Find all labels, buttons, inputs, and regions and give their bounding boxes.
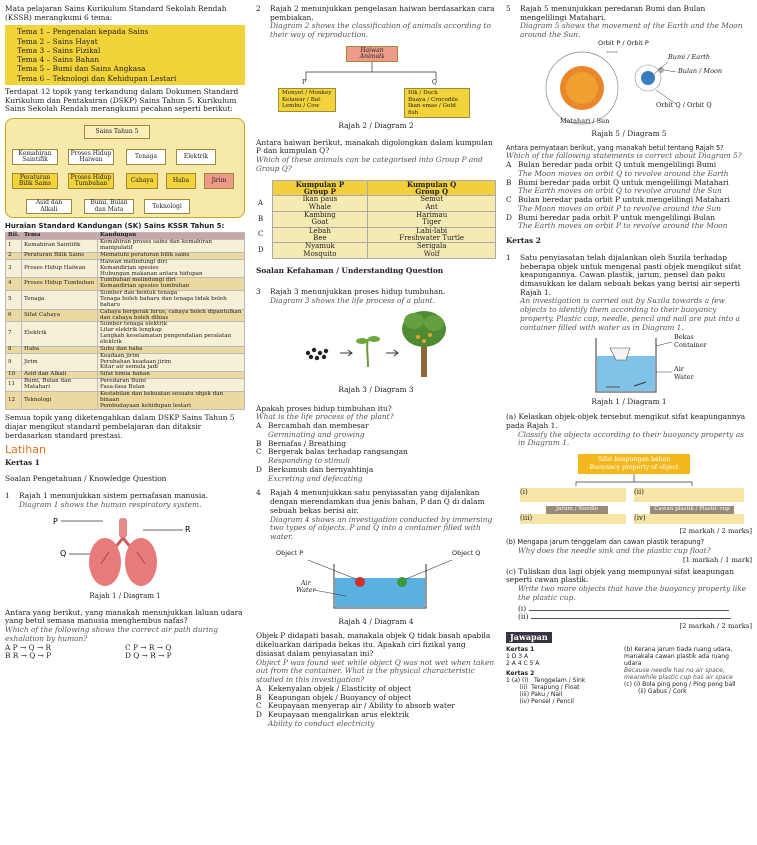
- option-letter: C: [256, 701, 262, 711]
- moon-label: Bulan / Moon: [678, 66, 723, 75]
- option-letter: C: [256, 227, 272, 243]
- option-text: Bulan beredar pada orbit P untuk mengelilingi Matahari: [518, 195, 730, 205]
- box-item: Haba: [166, 173, 196, 189]
- answer-left: [506, 647, 624, 705]
- sk-row: [6, 291, 245, 310]
- option-letter: D: [256, 710, 262, 720]
- column-2: [256, 5, 496, 729]
- marks-label: [1 markah / 1 mark]: [682, 555, 752, 564]
- sk-cell: 8: [6, 346, 22, 353]
- group-row[interactable]: [256, 211, 496, 227]
- soalan-heading: Soalan Pengetahuan / Knowledge Question: [5, 474, 167, 484]
- option-letter: D: [256, 464, 262, 474]
- option-letter: D: [506, 212, 512, 222]
- question-5: [506, 5, 752, 40]
- option-text: Bulan beredar pada orbit Q untuk mengelilingi Bumi: [518, 160, 717, 170]
- answer-options: [506, 161, 752, 231]
- buoyancy-header: Sifat keapungan bahan Buoyancy property of object: [578, 454, 690, 474]
- answer-lines: [506, 605, 752, 622]
- diagram-title: Sains Tahun 5: [84, 125, 150, 139]
- answer-row: 1 D 3 A: [506, 653, 529, 661]
- blank-label: (ii): [634, 488, 644, 497]
- paper2-question-1: [506, 254, 752, 333]
- question-text: Rajah 1 menunjukkan sistem pernafasan manusia.: [19, 491, 208, 501]
- question-number: 1: [506, 252, 511, 262]
- option-text-en: Ability to conduct electricity: [268, 718, 375, 728]
- answer-line-ii[interactable]: [518, 613, 752, 622]
- container-label: Bekas Container: [674, 333, 707, 349]
- option-text: Kekenyalan objek / Elasticity of object: [268, 683, 412, 693]
- box-item: Asid dan Alkali: [26, 199, 72, 214]
- column-3: [506, 5, 752, 706]
- figure-caption: Rajah 5 / Diagram 5: [591, 128, 667, 138]
- question-text: Rajah 4 menunjukkan satu penyiasatan yang dijalankan dengan merendamkan dua jenis bahan, P dan Q di dalam sebuah bekas berisi air.: [270, 488, 485, 515]
- question-text: Antara haiwan berikut, manakah digolongkan dalam kumpulan P dan kumpulan Q?: [256, 137, 493, 156]
- group-row[interactable]: [256, 196, 496, 212]
- sk-cell: 7: [6, 322, 22, 346]
- option[interactable]: [506, 196, 752, 213]
- option-text: Keapungan objek / Buoyancy of object: [268, 692, 412, 702]
- answer-row: Because needle has no air space, meanwhile plastic cup has air space: [624, 667, 733, 682]
- line-label: (ii): [518, 612, 529, 622]
- sk-cell: Bumi, Bulan dan Matahari: [21, 379, 97, 392]
- option-text: Bergerak balas terhadap rangsangan: [268, 447, 408, 457]
- question-text: (a) Kelaskan objek-objek tersebut mengikut sifat keapungannya pada Rajah 1.: [506, 412, 746, 430]
- answer-row: (ii) Gabus / Cork: [638, 687, 687, 695]
- answer-blank-ii[interactable]: [634, 488, 744, 502]
- question-text-en: Diagram 5 shows the movement of the Earth and the Moon around the Sun.: [520, 21, 743, 40]
- option[interactable]: D Q → R → P: [125, 651, 172, 661]
- answer-body: [506, 647, 752, 705]
- option-letter: C: [256, 447, 262, 457]
- group-cell: Harimau Tiger: [368, 211, 496, 227]
- sun-label: Matahari / Sun: [560, 116, 610, 125]
- option-letter: B: [256, 438, 262, 448]
- sk-heading: Huraian Standard Kandungan (SK) Sains KSSR Tahun 5:: [5, 222, 225, 231]
- needle-box: Jarum / Needle: [546, 506, 608, 514]
- orbit-p-label: Orbit P / Orbit P: [598, 38, 649, 47]
- option-text: Keupayaan mengalirkan arus elektrik: [268, 710, 409, 720]
- option[interactable]: [256, 466, 496, 483]
- sains-diagram: [5, 118, 245, 218]
- answer-right: [624, 647, 746, 705]
- answer-section: [506, 632, 752, 706]
- plastic-cup-box: Cawan plastik / Plastic cup: [650, 506, 734, 514]
- earth-label: Bumi / Earth: [668, 52, 711, 61]
- box-item: Elektrik: [176, 149, 216, 165]
- option-text-en: Excreting and defecating: [268, 473, 363, 483]
- sk-cell: 1: [6, 240, 22, 253]
- tema-item: Tema 5 – Bumi dan Sains Angkasa: [17, 64, 146, 74]
- sk-cell: 11: [6, 379, 22, 392]
- answer-blank-i[interactable]: [520, 488, 626, 502]
- group-header: Kumpulan P Group P: [272, 180, 368, 196]
- question-text-en: Which of the following statements is correct about Diagram 5?: [506, 151, 742, 161]
- box-item: Proses Hidup Tumbuhan: [68, 173, 114, 189]
- question-text-en: Which of these animals can be categorised into Group P and Group Q?: [256, 155, 483, 173]
- sk-col: Tema: [21, 233, 97, 240]
- sk-row: [6, 278, 245, 291]
- option-letter: B: [506, 177, 512, 187]
- option[interactable]: B R → Q → P: [5, 651, 52, 661]
- option-text: Berkumuh dan bernyahtinja: [268, 464, 374, 474]
- option-text: Bumi beredar pada orbit Q untuk mengelilingi Matahari: [518, 177, 729, 187]
- option-text-en: The Earth moves on orbit P to revolve around the Moon: [518, 221, 728, 231]
- question-text-en: Classify the objects according to their buoyancy property as in Diagram 1.: [518, 429, 744, 448]
- question-text-en: An investigation is carried out by Suzila towards a few objects to identify them according to their buoyancy property. Plastic cup, needle, pencil and nail are put into a container filled with water as in Diagram 1.: [520, 296, 740, 332]
- option-letter: C: [506, 195, 512, 205]
- answer-options: [256, 685, 496, 729]
- box-item: Proses Hidup Haiwan: [68, 149, 114, 165]
- option[interactable]: [256, 711, 496, 728]
- label-r: R: [185, 524, 191, 534]
- box-item: Kemahiran Saintifik: [12, 149, 58, 165]
- question-text-en: What is the life process of the plant?: [256, 412, 394, 422]
- question-text-en: Diagram 1 shows the human respiratory system.: [19, 499, 202, 509]
- question-text-en: Which of the following shows the correct air path during exhalation by human?: [5, 625, 219, 643]
- answer-row: (c) (i) Bola ping pong / Ping pong ball: [624, 680, 736, 688]
- answer-label: Kertas 1: [506, 646, 535, 654]
- question-2: [256, 5, 496, 40]
- column-1: [5, 5, 245, 661]
- soalan-heading: Soalan Kefahaman / Understanding Question: [256, 266, 444, 276]
- figure-caption: Rajah 2 / Diagram 2: [338, 120, 414, 130]
- sk-cell: 10: [6, 372, 22, 379]
- sk-cell: 12: [6, 391, 22, 410]
- answer-options: [256, 422, 496, 483]
- question-text: Rajah 5 menunjukkan peredaran Bumi dan Bulan mengelilingi Matahari.: [520, 4, 706, 22]
- sk-row: [6, 353, 245, 372]
- sk-cell: Kemahiran proses sains dan kemahiran manipulatif: [97, 240, 244, 253]
- sk-row: [6, 259, 245, 278]
- sk-cell: Sumber dan bentuk tenaga Tenaga boleh baharu dan tenaga tidak boleh baharu: [97, 291, 244, 310]
- label-q: Q: [60, 548, 67, 558]
- sk-row: [6, 379, 245, 392]
- tree-item: Lembu / Cow: [282, 103, 320, 110]
- water-label: Air Water: [674, 365, 694, 381]
- option[interactable]: [506, 214, 752, 231]
- tema-item: Tema 2 – Sains Hayat: [17, 36, 98, 46]
- tree-root: Haiwan Animals: [346, 46, 398, 62]
- group-cell: Serigala Wolf: [368, 243, 496, 259]
- sk-cell: Haba: [21, 346, 97, 353]
- option-letter: A: [256, 683, 262, 693]
- option-letter: A: [256, 421, 262, 431]
- option[interactable]: [256, 422, 496, 439]
- latihan-heading: Latihan: [5, 442, 46, 456]
- tree-item: Itik / Duck: [408, 89, 438, 96]
- box-item: Teknologi: [144, 199, 190, 214]
- box-item: Tenaga: [126, 149, 166, 165]
- sk-table: [5, 232, 245, 410]
- question-1: [5, 492, 245, 509]
- question-text: Satu penyiasatan telah dijalankan oleh Suzila terhadap beberapa objek untuk mengenal pasti objek mengikut sifat keapungannya. Cawan plastik, jarum, pensel dan paku dimasukkan ke dalam sebuah bekas yang berisi air seperti Rajah 1.: [520, 252, 741, 297]
- buoyancy-chart: [506, 452, 752, 524]
- group-cell: Semut Ant: [368, 196, 496, 212]
- question-number: 2: [256, 4, 261, 13]
- sk-cell: 6: [6, 309, 22, 322]
- sk-col: Kandungan: [97, 233, 244, 240]
- option-letter: B: [256, 692, 262, 702]
- sk-cell: Sumber tenaga elektrik Litar elektrik lengkap Langkah keselamatan pengendalian peralatan elektrik: [97, 322, 244, 346]
- object-q-label: Object Q: [452, 548, 481, 557]
- sk-cell: Cahaya bergerak lurus, cahaya boleh dipantulkan dan cahaya boleh dibias: [97, 309, 244, 322]
- group-cell: Kambing Goat: [272, 211, 368, 227]
- group-cell: Ikan paus Whale: [272, 196, 368, 212]
- question-number: 5: [506, 4, 511, 13]
- option-text-en: The Moon moves on orbit Q to revolve around the Earth: [518, 168, 729, 178]
- sk-cell: Haiwan melindungi diri Kemandirian spesies Hubungan makanan antara hidupan: [97, 259, 244, 278]
- sk-cell: Proses Hidup Haiwan: [21, 259, 97, 278]
- blank-label: (i): [520, 488, 528, 497]
- question-text: Objek P didapati basah, manakala objek Q tidak basah apabila dikeluarkan daripada bekas itu. Apakah ciri fizikal yang disiasat dalam penyiasatan ini?: [256, 631, 491, 658]
- tema-item: Tema 4 – Sains Bahan: [17, 55, 100, 65]
- sk-cell: Suhu dan haba: [97, 346, 244, 353]
- sk-cell: Tenaga: [21, 291, 97, 310]
- tree-item: Ikan emas / Gold fish: [408, 103, 456, 116]
- tree-item: Buaya / Crocodile: [408, 96, 459, 103]
- sk-col: Bil.: [6, 233, 22, 240]
- object-p-label: Object P: [276, 548, 304, 557]
- figure-caption: Rajah 1 / Diagram 1: [89, 592, 161, 601]
- group-cell: Nyamuk Mosquito: [272, 243, 368, 259]
- box-item: Bumi, Bulan dan Mata: [84, 199, 134, 214]
- box-item: Jirim: [204, 173, 234, 189]
- option[interactable]: [256, 448, 496, 465]
- figure-caption: Rajah 4 / Diagram 4: [338, 616, 414, 626]
- question-text-en: Diagram 3 shows the life process of a plant.: [270, 295, 435, 305]
- question-number: 1: [5, 491, 10, 501]
- group-cell: Lebah Bee: [272, 227, 368, 243]
- tree-q-label: Q: [432, 78, 437, 86]
- plant-growth-diagram: [256, 305, 496, 383]
- box-item: Cahaya: [126, 173, 158, 189]
- option[interactable]: C P → R → Q: [125, 642, 172, 652]
- option[interactable]: A P → Q → R: [5, 642, 52, 652]
- sk-cell: 3: [6, 259, 22, 278]
- option[interactable]: [506, 179, 752, 196]
- answer-row: (iii) Paku / Nail: [506, 690, 563, 698]
- sk-cell: Proses Hidup Tumbuhan: [21, 278, 97, 291]
- option-text-en: The Moon moves on orbit P to revolve around the Sun: [518, 203, 722, 213]
- sk-cell: Kemahiran Saintifik: [21, 240, 97, 253]
- tree-item: Monyet / Monkey: [282, 89, 332, 96]
- sk-cell: Keadaan jirim Perubahan keadaan jirim Kitar air semula jadi: [97, 353, 244, 372]
- tree-item: Kelawar / Bat: [282, 96, 321, 103]
- option-text-en: Germinating and growing: [268, 429, 365, 439]
- figure-caption: Rajah 1 / Diagram 1: [591, 397, 667, 407]
- line-label: (i): [518, 603, 527, 613]
- sk-cell: 5: [6, 291, 22, 310]
- figure-caption: Rajah 3 / Diagram 3: [338, 384, 414, 394]
- orbit-diagram: [506, 40, 752, 130]
- blank-label: (iv): [634, 514, 646, 523]
- question-4: [256, 489, 496, 541]
- marks-label: [2 markah / 2 marks]: [679, 527, 752, 536]
- sk-cell: 9: [6, 353, 22, 372]
- box-item: Peraturan Bilik Sains: [12, 173, 58, 189]
- respiratory-diagram: [5, 510, 245, 590]
- kertas-1-label: Kertas 1: [5, 457, 40, 467]
- answer-row: (ii) Terapung / Float: [506, 683, 580, 691]
- sk-cell: Kestabilan dan kekuatan sesuatu objek dan binaan Pembudayaan kehidupan lestari: [97, 391, 244, 410]
- question-text: Antara yang berikut, yang manakah menunjukkan laluan udara yang betul semasa manusia menghembus nafas?: [5, 607, 243, 626]
- question-3: [256, 288, 496, 305]
- orbit-q-label: Orbit Q / Orbit Q: [656, 100, 712, 109]
- tree-q-box: [404, 88, 470, 118]
- group-table: [256, 180, 496, 259]
- intro-text: Mata pelajaran Sains Kurikulum Standard Sekolah Rendah (KSSR) merangkumi 6 tema:: [5, 4, 227, 22]
- question-text-en: Diagram 4 shows an investigation conducted by immersing two types of objects, P and Q into a container filled with water.: [270, 514, 493, 541]
- answer-row: 2 A 4 C 5 A: [506, 660, 540, 668]
- marks-label: [2 markah / 2 marks]: [679, 622, 752, 630]
- group-row[interactable]: [256, 243, 496, 259]
- sk-cell: Peraturan Bilik Sains: [21, 253, 97, 260]
- sk-cell: Sifat Cahaya: [21, 309, 97, 322]
- sk-cell: Peredaran Bumi Fasa-fasa Bulan: [97, 379, 244, 392]
- option-letter: B: [256, 211, 272, 227]
- question-number: 3: [256, 286, 261, 296]
- blank-label: (iii): [520, 514, 533, 523]
- question-text: (b) Mengapa jarum tenggelam dan cawan plastik terapung?: [506, 538, 705, 547]
- kertas-2-label: Kertas 2: [506, 236, 541, 246]
- question-number: 4: [256, 488, 261, 498]
- answer-label: Kertas 2: [506, 670, 535, 678]
- sk-row: [6, 240, 245, 253]
- water-label: Air Water: [296, 578, 316, 595]
- question-text-en: Why does the needle sink and the plastic cup float?: [518, 545, 711, 555]
- sk-cell: Teknologi: [21, 391, 97, 410]
- sk-row: [6, 322, 245, 346]
- answer-blank-iii[interactable]: [520, 514, 626, 524]
- question-text: Apakah proses hidup tumbuhan itu?: [256, 403, 392, 413]
- question-text: Antara pernyataan berikut, yang manakah betul tentang Rajah 5?: [506, 143, 724, 152]
- option-text: Keupayaan menyerap air / Ability to absorb water: [268, 701, 455, 711]
- answer-options: [5, 644, 245, 661]
- group-row[interactable]: [256, 227, 496, 243]
- sk-cell: Tumbuhan melindungi diri Kemandirian spesies tumbuhan: [97, 278, 244, 291]
- sk-row: [6, 309, 245, 322]
- sk-cell: 4: [6, 278, 22, 291]
- question-text-en: Object P was found wet while object Q was not wet when taken out from the container. What is the physical characteristic studied in this investigation?: [256, 657, 495, 685]
- option-text: Bernafas / Breathing: [268, 438, 346, 448]
- option-text: Bumi beredar pada orbit P untuk mengelilingi Bulan: [518, 212, 715, 222]
- tema-item: Tema 6 – Teknologi dan Kehidupan Lestari: [17, 73, 177, 83]
- sk-row: [6, 391, 245, 410]
- question-text-en: Write two more objects that have the buoyancy property like the plastic cup.: [518, 584, 747, 602]
- question-text: (c) Tuliskan dua lagi objek yang mempunyai sifat keapungan seperti cawan plastik.: [506, 566, 734, 585]
- classification-tree: [256, 42, 496, 122]
- answer-row: 1 (a) (i) Tenggelam / Sink: [506, 677, 586, 685]
- answer-row: (b) Kerana jarum tiada ruang udara, manakala cawan plastik ada ruang udara: [624, 646, 733, 668]
- tema-item: Tema 1 – Pengenalan kepada Sains: [17, 27, 149, 37]
- option[interactable]: [506, 161, 752, 178]
- sk-cell: Sifat kimia bahan: [97, 372, 244, 379]
- option-letter: D: [256, 243, 272, 259]
- sk-cell: Elektrik: [21, 322, 97, 346]
- sk-cell: Jirim: [21, 353, 97, 372]
- answer-line-i[interactable]: [518, 605, 752, 614]
- label-p: P: [53, 516, 58, 526]
- question-text: Rajah 3 menunjukkan proses hidup tumbuhan.: [270, 286, 446, 296]
- tema-item: Tema 3 – Sains Fizikal: [17, 45, 101, 55]
- group-cell: Labi-labi Freshwater Turtle: [368, 227, 496, 243]
- jawapan-heading: Jawapan: [506, 632, 552, 643]
- paragraph-topics: Terdapat 12 topik yang terkandung dalam Dokumen Standard Kurikulum dan Pentaksiran (DSKP) Sains Tahun 5. Kurikulum Sains Sekolah Rendah merangkumi pecahan seperti berikut:: [5, 86, 239, 114]
- tree-p-box: [278, 88, 336, 112]
- option-text-en: The Earth moves on orbit Q to revolve around the Sun: [518, 186, 722, 196]
- question-text: Rajah 2 menunjukkan pengelasan haiwan berdasarkan cara pembiakan.: [270, 4, 495, 22]
- option-text-en: Responding to stimuli: [268, 456, 350, 466]
- answer-row: (iv) Pensel / Pencil: [506, 697, 574, 705]
- sk-cell: Mematuhi peraturan bilik sains: [97, 253, 244, 260]
- container-diagram: [506, 332, 752, 398]
- group-header: Kumpulan Q Group Q: [368, 180, 496, 196]
- tema-list: [5, 25, 245, 85]
- option-text: Bercambah dan membesar: [268, 421, 369, 431]
- option-letter: A: [256, 196, 272, 212]
- paragraph-summary: Semua topik yang diketengahkan dalam DSKP Sains Tahun 5 diajar mengikut standard pembelajaran dan ditaksir berdasarkan standard prestasi.: [5, 413, 235, 440]
- question-text-en: Diagram 2 shows the classification of animals according to their way of reproduction.: [270, 21, 491, 40]
- immersion-diagram: [256, 548, 496, 618]
- tree-p-label: P: [302, 78, 307, 86]
- sk-cell: 2: [6, 253, 22, 260]
- sk-cell: Asid dan Alkali: [21, 372, 97, 379]
- option-letter: A: [506, 160, 512, 170]
- answer-blank-iv[interactable]: [634, 514, 744, 524]
